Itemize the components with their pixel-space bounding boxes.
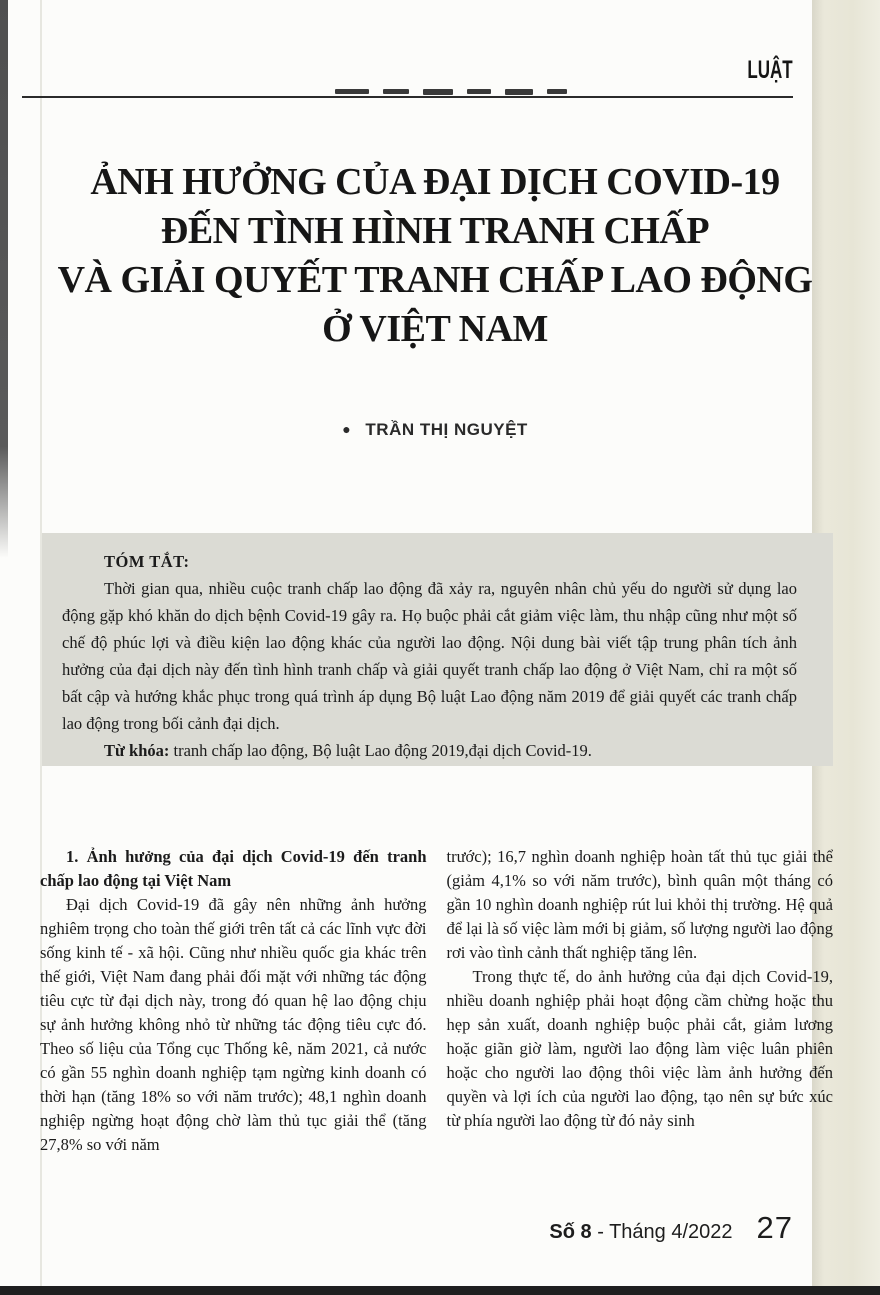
title-line-1: ẢNH HƯỞNG CỦA ĐẠI DỊCH COVID-19 (90, 161, 780, 203)
title-line-3: VÀ GIẢI QUYẾT TRANH CHẤP LAO ĐỘNG (57, 259, 813, 301)
abstract-text: Thời gian qua, nhiều cuộc tranh chấp lao động đã xảy ra, nguyên nhân chủ yếu do người sử dụng lao động gặp khó khăn do dịch bệnh Covid-19 gây ra. Họ buộc phải cắt giảm việc làm, thu nhập cũng như một số chế độ phúc lợi và điều kiện lao động khác của người lao động. Nội dung bài viết tập trung phân tích ảnh hưởng của đại dịch này đến tình hình tranh chấp và giải quyết tranh chấp lao động ở Việt Nam, chỉ ra một số bất cập và hướng khắc phục trong quá trình áp dụng Bộ luật Lao động năm 2019 để giải quyết các tranh chấp lao động trong bối cảnh đại dịch. (62, 579, 797, 733)
left-column (40, 845, 427, 1157)
right-column (447, 845, 834, 1157)
abstract-keywords (62, 737, 797, 764)
article-title (55, 158, 815, 354)
author-bullet-icon: ● (342, 421, 352, 437)
footer-date: - Tháng 4/2022 (591, 1221, 733, 1243)
author-name: TRẦN THỊ NGUYỆT (365, 420, 528, 439)
scan-bottom-edge (0, 1286, 880, 1295)
title-line-4: Ở VIỆT NAM (322, 308, 548, 350)
page-number: 27 (756, 1210, 793, 1245)
keywords-text: tranh chấp lao động, Bộ luật Lao động 2019,đại dịch Covid-19. (169, 741, 592, 760)
title-line-2: ĐẾN TÌNH HÌNH TRANH CHẤP (160, 210, 710, 252)
section-heading: 1. Ảnh hưởng của đại dịch Covid-19 đến tranh chấp lao động tại Việt Nam (40, 847, 427, 890)
footer-issue-label: Số 8 (549, 1221, 592, 1243)
article-body (40, 845, 833, 1157)
author-line (55, 420, 815, 440)
scan-left-edge (0, 0, 8, 558)
page-footer (40, 1210, 793, 1246)
header-rule (22, 96, 793, 98)
body-paragraph-right: Trong thực tế, do ảnh hưởng của đại dịch Covid-19, nhiều doanh nghiệp phải hoạt động cầm chừng hoặc thu hẹp sản xuất, doanh nghiệp buộc phải cắt, giảm lương hoặc giãn giờ làm, người lao động làm việc luân phiên hoặc cho người lao động thôi việc làm ảnh hưởng đến quyền và lợi ích của người lao động, tạo nên sự bức xúc từ phía người lao động từ đó nảy sinh (446, 967, 833, 1130)
journal-section-label: LUẬT (747, 56, 793, 84)
body-paragraph-left: Đại dịch Covid-19 đã gây nên những ảnh hưởng nghiêm trọng cho toàn thế giới trên tất cả các lĩnh vực đời sống kinh tế - xã hội. Cũng như nhiều quốc gia khác trên thế giới, Việt Nam đang phải đối mặt với những tác động tiêu cực từ đại dịch này, trong đó quan hệ lao động chịu sự ảnh hưởng không nhỏ từ những tác động tiêu cực đó. Theo số liệu của Tổng cục Thống kê, năm 2021, cả nước có gần 55 nghìn doanh nghiệp tạm ngừng kinh doanh có thời hạn (tăng 18% so với năm trước); 48,1 nghìn doanh nghiệp ngừng hoạt động chờ làm thủ tục giải thể (tăng 27,8% so với năm (40, 895, 427, 1154)
abstract-box (42, 533, 833, 766)
keywords-label: Từ khóa: (104, 741, 170, 760)
body-paragraph-right-continuation: trước); 16,7 nghìn doanh nghiệp hoàn tất thủ tục giải thể (giảm 4,1% so với năm trước), bình quân một tháng có gần 10 nghìn doanh nghiệp rút lui khỏi thị trường. Hệ quả để lại là số việc làm mới bị giảm, số lượng người lao động rơi vào tình cảnh thất nghiệp tăng lên. (446, 847, 833, 962)
abstract-heading: TÓM TẮT: (104, 552, 190, 571)
scan-dash-artifacts (335, 89, 615, 95)
